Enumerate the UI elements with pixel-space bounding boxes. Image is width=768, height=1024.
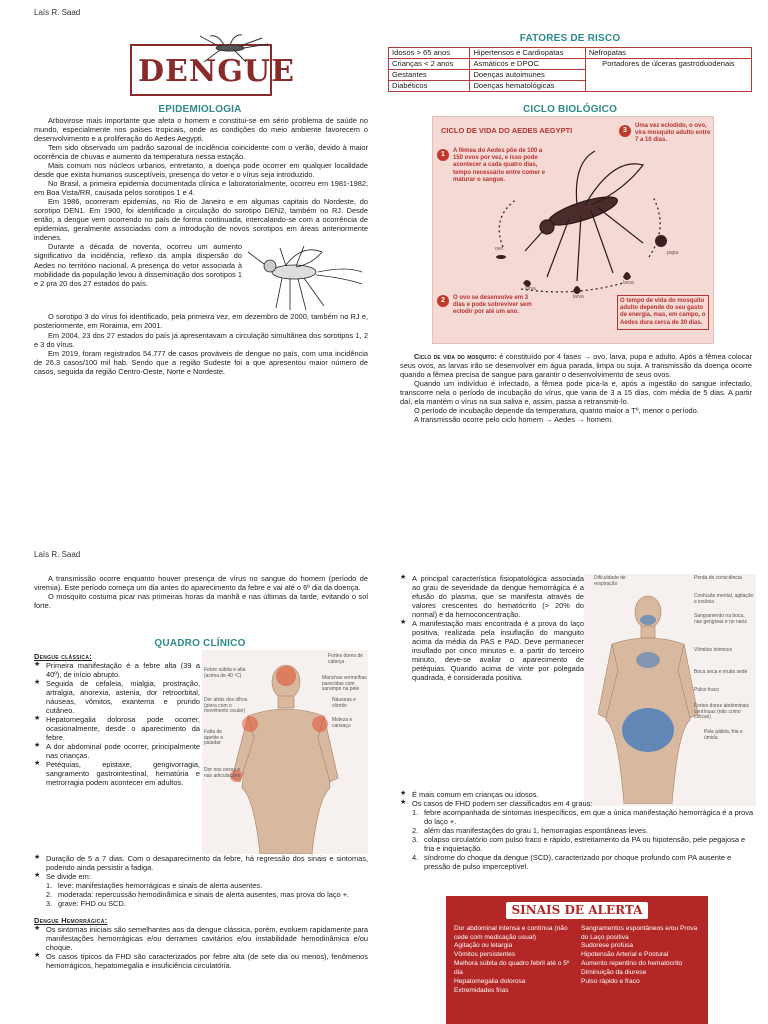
warning-item: Hipotensão Arterial e Postural	[581, 951, 669, 959]
intro-paragraph: O mosquito costuma picar nas primeiras horas da manhã e nas últimas da tarde, evitando o sol forte.	[34, 592, 368, 611]
warning-item: Melhora súbita do quadro febril até o 5º dia	[454, 960, 570, 977]
epi-paragraph: Arbovirose mais importante que afeta o homem e constitui-se em sério problema de saúde no mundo, especialmente nos países tropicais, onde as condições do meio ambiente favorecem o desenvolvimento e a proliferação do Aedes Aegypti.	[34, 116, 368, 144]
fhd-item: ★ É mais comum em crianças ou idosos.	[400, 790, 756, 799]
risk-cell: Asmáticos e DPOC	[470, 59, 585, 70]
body-label: Dor atrás dos olhos (piora com o movimento ocular)	[204, 697, 248, 714]
stage-label-larva: larva	[573, 294, 584, 300]
risk-cell: Nefropatas	[585, 48, 751, 59]
ciclo-title: CICLO BIOLÓGICO	[522, 104, 618, 115]
mosquito-illustration-icon	[246, 242, 366, 312]
classica-item: ★ A dor abdominal pode ocorrer, principalmente nas crianças.	[34, 742, 200, 760]
fhd-item: ★ Os casos de FHD podem ser classificados em 4 graus:	[400, 799, 756, 808]
warning-item: Extremidades frias	[454, 986, 509, 994]
transmission-intro	[34, 574, 368, 610]
fhd-grau: 2. além das manifestações do grau 1, hemorragias espontâneas leves.	[412, 826, 648, 836]
step-2-text: O ovo se desenvolve em 3 dias e pode sobreviver sem eclodir por até um ano.	[453, 295, 532, 316]
page2-author: Laís R. Saad	[34, 550, 81, 559]
risk-cell: Idosos > 65 anos	[389, 48, 470, 59]
step-2-badge: 2	[437, 295, 449, 307]
life-cycle-figure	[432, 116, 714, 344]
classica-item: ★ Seguida de cefaleia, mialgia, prostração, artralgia, anorexia, astenia, dor retroorbital, náuseas, vômitos, exantema e prurido cutâneo.	[34, 679, 200, 715]
fhd-grau: 4. síndrome do choque da dengue (SCD), caracterizado por choque profundo com PA ausente e pressão de pulso imperceptível.	[412, 853, 732, 872]
warning-item: Agitação ou letargia	[454, 942, 513, 950]
severe-label: Fortes dores abdominais contínuas (não como cólicas)	[694, 703, 750, 720]
severe-label: Perda de consciência	[694, 575, 742, 581]
risk-cell: Hipertensos e Cardiopatas	[470, 48, 585, 59]
fhd-item: ★ A principal característica fisiopatológica associada ao grau de severidade da dengue hemorrágica é a efusão do plasma, que se manifesta através de valores crescentes do hematócrito (> 20% do normal) e da hemoconcentração.	[400, 574, 584, 619]
classica-continuation	[34, 854, 368, 970]
warning-signs-title: SINAIS DE ALERTA	[506, 902, 648, 919]
warning-item: Sangramentos espontâneos e/ou Prova do Laço positiva	[581, 924, 698, 941]
ciclo-paragraph: A transmissão ocorre pelo ciclo homem → Aedes → homem.	[414, 415, 614, 425]
severe-label: Dificuldade de respiração	[594, 575, 626, 587]
stage-label-pupa: pupa	[667, 250, 679, 256]
fhd-item: ★ A manifestação mais encontrada é a prova do laço positiva, realizada pela insuflação do manguito acima da média da PAS e PAD. Deve permanecer insuflado por cinco minutos e, a partir do terceiro minuto, deve-se avaliar o aparecimento de petéquias. Quando acima de vinte por polegada quadrada, é considerada positiva.	[400, 619, 584, 682]
body-label: Náuseas e vômito	[332, 697, 356, 709]
hemorragica-item: ★ Os casos típicos da FHD são caracterizados por febre alta (de sete dia ou menos), fenômenos hemorrágicos, hepatomegalia e insuficiência circulatória.	[34, 952, 368, 970]
step-1-badge: 1	[437, 149, 449, 161]
dengue-logo	[130, 44, 295, 100]
ciclo-paragraph: Quando um indivíduo é infectado, a fêmea pode pica-la e, após a ingestão do sangue infectado, transcorre nela o período de incubação do vírus, que varia de 3 a 15 dias, com média de 5 dias. A partir daí, ela mantém o vírus na sua saliva e, assim, passa a retransmiti-lo.	[400, 379, 752, 407]
severe-label: Confusão mental, agitação e insônia	[694, 593, 754, 605]
hemorragica-item: ★ Os sintomas iniciais são semelhantes aos da dengue clássica, porém, evoluem rapidamente para manifestações hemorrágicas e/ou derrames cavitários e/ou instabilidade hemodinâmica e/ou choque.	[34, 925, 368, 952]
body-label: Dor nos ossos e nas articulações	[204, 767, 241, 779]
dengue-classica-section	[34, 652, 200, 787]
ciclo-lead: Ciclo de vida do mosquito:	[414, 352, 497, 361]
classica-item: ★ Petéquias, epistaxe, gengivorragia, sangramento gastrointestinal, hematúria e metrorragia podem acontecer em adultos.	[34, 760, 200, 787]
fhd-grau: 3. colapso circulatório com pulso fraco e rápido, estreitamento da PA ou hipotensão, pele pegajosa e fria e inquietação.	[412, 835, 746, 854]
warning-signs-box	[446, 896, 708, 1024]
risk-cell: Doenças autoimunes	[470, 70, 585, 81]
risk-cell: Crianças < 2 anos	[389, 59, 470, 70]
risk-cell: Diabéticos	[389, 81, 470, 92]
epidemiologia-title: EPIDEMIOLOGIA	[158, 104, 242, 115]
fhd-text-bottom	[400, 790, 756, 871]
epi-paragraph: No Brasil, a primeira epidemia documentada clínica e laboratorialmente, ocorreu em 1981-1982, em Boa Vista/RR, causada pelos sorotipos 1 e 4.	[34, 179, 368, 198]
ciclo-paragraph: é constituído por 4 fases → ovo, larva, pupa e adulto. Após a fêmea colocar seus ovos, as larvas irão se desenvolver em água parada, limpa ou suja. A transmissão da doença ocorre quando a fêmea precisa de sangue para garantir o desenvolvimento de seus ovos.	[400, 352, 752, 380]
classica-item: ★ Hepatomegalia dolorosa pode ocorrer, ocasionalmente, desde o aparecimento da febre.	[34, 715, 200, 742]
warning-item: Diminuição da diurese	[581, 969, 647, 977]
severe-label: Vômitos intensos	[694, 647, 733, 653]
ciclo-text	[400, 352, 752, 424]
symptoms-body-figure	[202, 650, 368, 854]
epi-paragraph: O sorotipo 3 do vírus foi identificado, pela primeira vez, em dezembro de 2000, também no RJ e, posteriormente, em Roraima, em 2001.	[34, 312, 368, 331]
mosquito-cycle-icon	[473, 147, 683, 297]
fhd-text-top	[400, 574, 584, 682]
fhd-grau: 1. febre acompanhada de sintomas inespecíficos, em que a única manifestação hemorrágica é a prova do laço +.	[412, 808, 754, 827]
severe-label: Sangramento na boca, nas gengivas e no nariz	[694, 613, 747, 625]
warning-item: Vômitos persistentes	[454, 951, 516, 959]
epidemiologia-text	[34, 116, 368, 376]
classica-heading: Dengue clássica:	[34, 652, 92, 661]
epi-paragraph: Em 2004, 23 dos 27 estados do país já apresentavam a circulação simultânea dos sorotipos 1, 2 e 3 do vírus.	[34, 330, 368, 349]
severe-label: Pulso fraco	[694, 687, 720, 693]
body-label: Fortes dores de cabeça	[328, 653, 364, 665]
warning-item: Dor abdominal intensa e contínua (não cede com medicação usual)	[454, 924, 568, 941]
severe-label: Pele pálida, fria e úmida	[704, 729, 743, 741]
epi-paragraph: Mais comum nos núcleos urbanos, entretanto, a doença pode ocorrer em qualquer localidade desde que exista humanos susceptíveis, presença do vetor e o vírus seja introduzido.	[34, 161, 368, 180]
severe-label: Boca seca e muita sede	[694, 669, 748, 675]
mosquito-logo-icon	[190, 34, 270, 64]
risk-cell: Portadores de úlceras gastroduodenais	[585, 59, 751, 92]
warning-right-column	[581, 925, 702, 996]
risk-cell: Gestantes	[389, 70, 470, 81]
classica-subitem: 2. moderada: repercussão hemodinâmica e sinais de alerta ausentes, mas prova do laço +.	[46, 890, 350, 900]
warning-item: Sudorese profusa	[581, 942, 634, 950]
fatores-title: FATORES DE RISCO	[519, 33, 621, 44]
body-label: Falta de apetite e paladar	[204, 729, 224, 746]
lifespan-note: O tempo de vida do mosquito adulto depende do seu gasto de energia, mas, em campo, o Aedes dura cerca de 30 dias.	[617, 295, 709, 330]
ciclo-paragraph: O período de incubação depende da temperatura, quanto maior a Tº, menor o período.	[414, 406, 699, 416]
classica-item: ★ Duração de 5 a 7 dias. Com o desaparecimento da febre, há regressão dos sinais e sintomas, podendo ainda persistir a fadiga.	[34, 854, 368, 872]
human-body-severe-icon	[598, 590, 698, 804]
epi-paragraph: Em 1986, ocorreram epidemias, no Rio de Janeiro e em algumas capitais do Nordeste, do sorotipo DEN1. Em 1900, foi identificado a circulação do sorotipo DEN2, também no RJ. Desde então, a dengue vem ocorrendo no país de forma continuada, intercalando-se com a ocorrência de epidemias, geralmente associadas com a introdução de novos sorotipos em áreas anteriormente indenes.	[34, 197, 368, 243]
dengue-logo-text: DENGUE	[130, 44, 272, 96]
warning-signs-grid	[446, 919, 708, 996]
stage-label-larva: larva	[525, 286, 536, 292]
epi-paragraph: Tem sido observado um padrão sazonal de incidência coincidente com o verão, devido à maior ocorrência de chuvas e aumento da temperatura nessa estação.	[34, 143, 368, 162]
epi-paragraph: Durante a década de noventa, ocorreu um aumento significativo da incidência, reflexo da ampla dispersão do Aedes no território nacional. A presença do vetor associada à mobilidade da população levou à disseminação dos sorotipos 1 e 2 pra 20 dos 27 estados do país.	[34, 242, 242, 288]
severe-symptoms-figure	[584, 574, 756, 806]
cycle-figure-title: CICLO DE VIDA DO AEDES AEGYPTI	[441, 126, 573, 135]
page1-author: Laís R. Saad	[34, 8, 81, 17]
step-3-text: Uma vez eclodido, o ovo, vira mosquito adulto entre 7 a 10 dias.	[635, 123, 711, 144]
warning-item: Pulso rápido e fraco	[581, 977, 640, 985]
intro-paragraph: A transmissão ocorre enquanto houver presença de vírus no sangue do homem (período de viremia). Este período começa um dia antes do aparecimento da febre e vai até o 6º dia da doença.	[34, 574, 368, 593]
classica-subitem: 3. grave: FHD ou SCD.	[46, 899, 126, 909]
classica-item: ★ Primeira manifestação é a febre alta (39 a 40º), de início abrupto.	[34, 661, 200, 679]
risk-factors-table	[388, 47, 752, 92]
warning-item: Hepatomegalia dolorosa	[454, 977, 526, 985]
stage-label-larva: larva	[623, 280, 634, 286]
step-3-badge: 3	[619, 125, 631, 137]
epi-paragraph: Em 2019, foram registrados 54.777 de casos prováveis de dengue no país, com uma incidência de 26,3 casos/100 mil hab. Sendo que a região Sudeste foi a que apresentou maior número de casos, seguida da região Centro-Oeste, Norte e Nordeste.	[34, 348, 368, 376]
hemorragica-heading: Dengue Hemorrágica:	[34, 916, 108, 926]
risk-cell: Doenças hematológicas	[470, 81, 585, 92]
body-label: Moleza e cansaço	[332, 717, 353, 729]
classica-item: ★ Se divide em:	[34, 872, 368, 881]
quadro-clinico-title: QUADRO CLÍNICO	[154, 638, 246, 649]
step-1-text: A fêmea do Aedes põe de 100 a 150 ovos por vez, e isso pode acontecer a cada quatro dias, tempo necessário entre comer e maturar o sangue.	[453, 148, 546, 183]
classica-subitem: 1. leve: manifestações hemorrágicas e sinais de alerta ausentes.	[46, 881, 263, 891]
warning-left-column	[454, 925, 575, 996]
body-label: Manchas vermelhas parecidas com sarampo na pele	[322, 675, 367, 692]
stage-label-ovo: ovo	[495, 246, 504, 252]
body-label: Febre súbita e alta (acima de 40 ºC)	[204, 667, 246, 679]
warning-item: Aumento repentino do hematócrito	[581, 960, 683, 968]
